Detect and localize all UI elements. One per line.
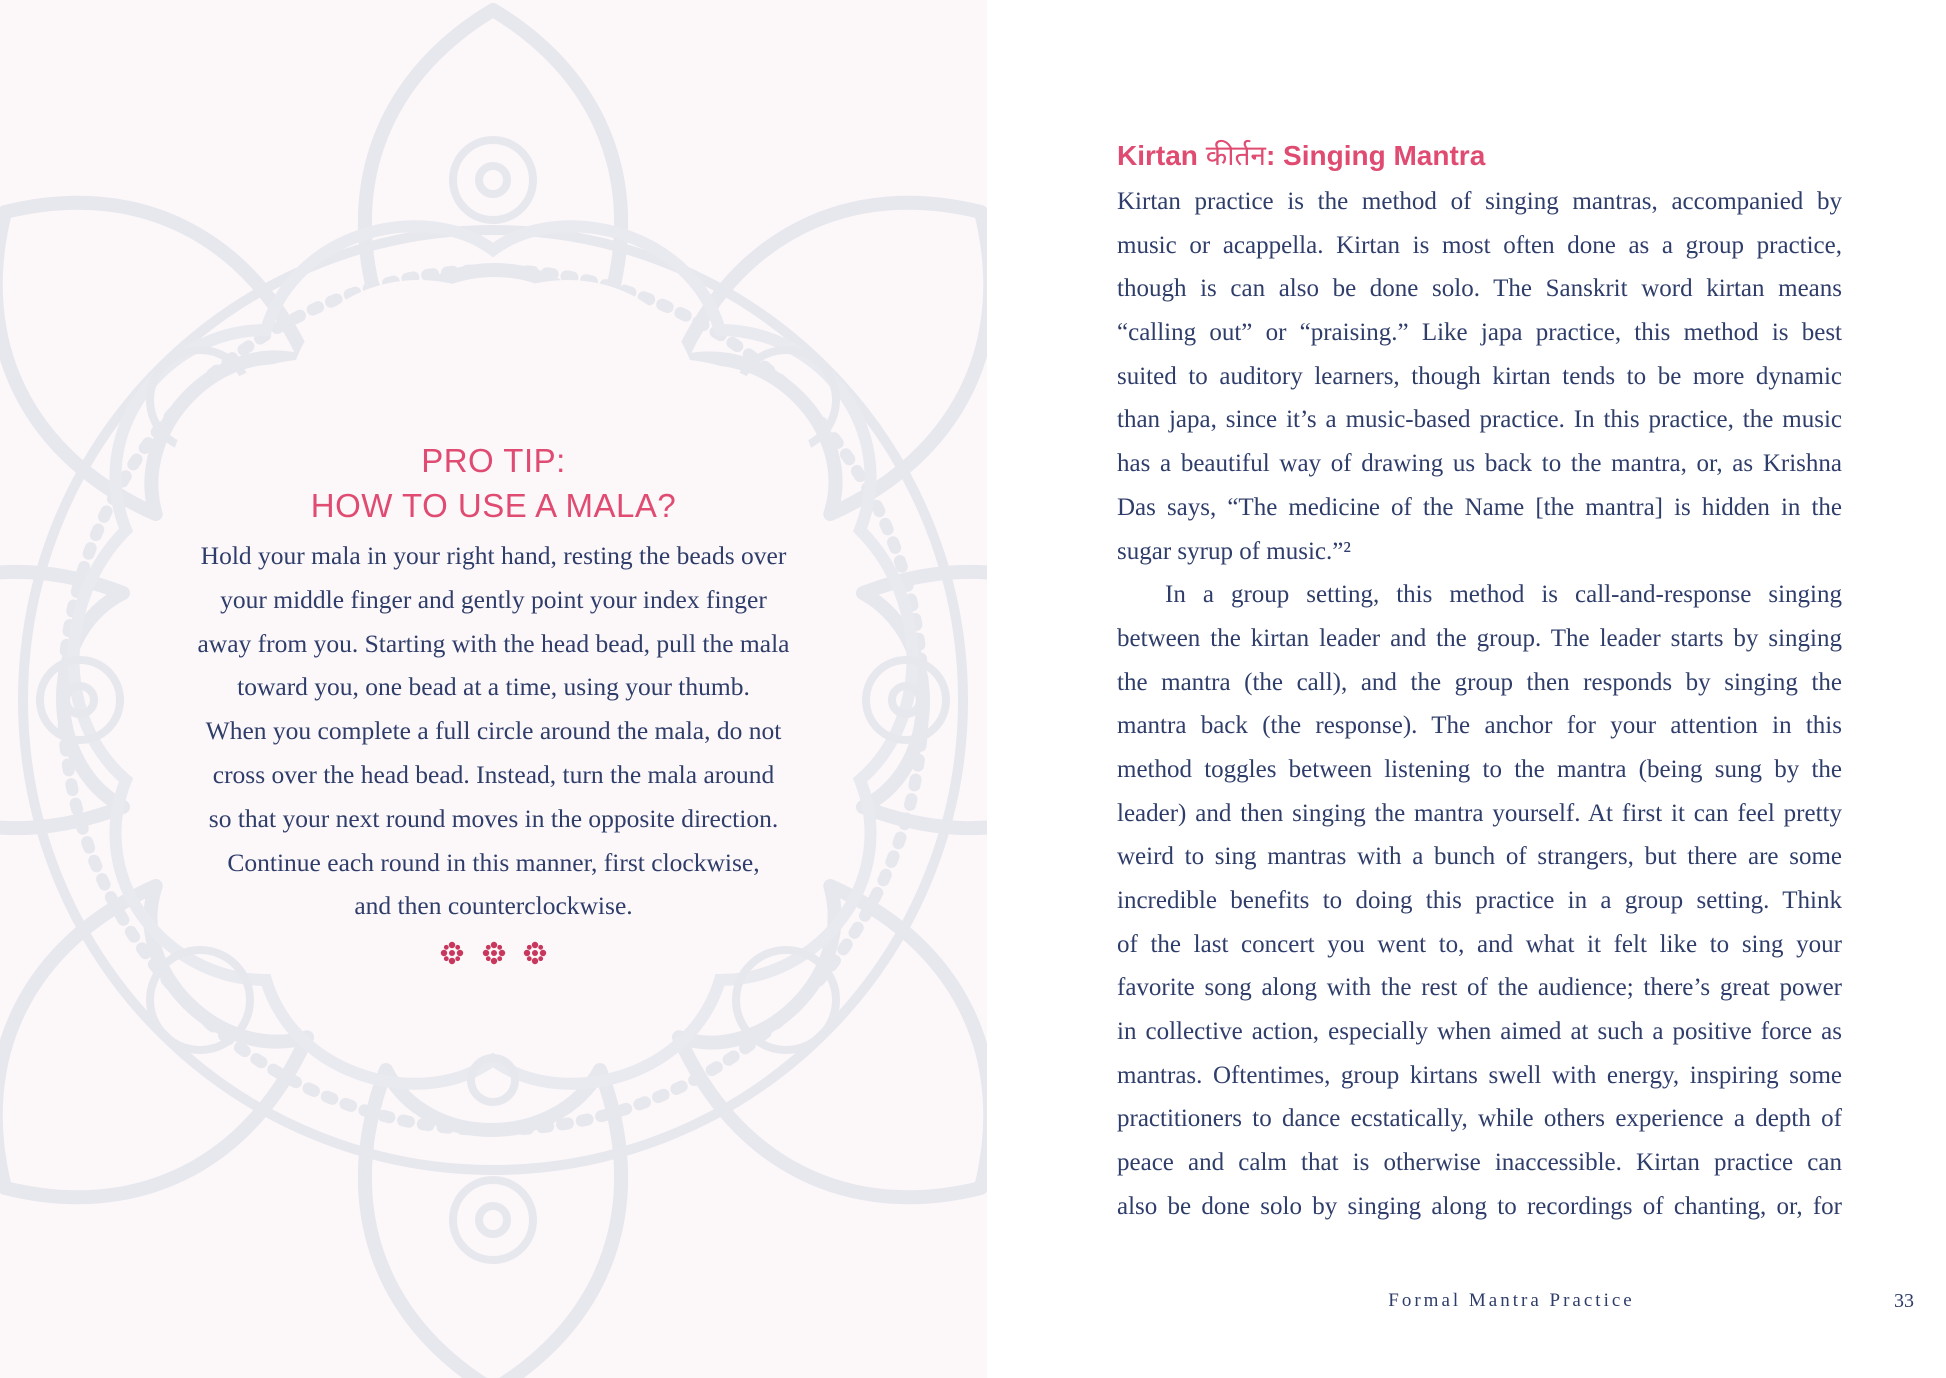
running-footer: Formal Mantra Practice <box>1388 1290 1635 1311</box>
heading-devanagari: कीर्तन <box>1205 139 1266 172</box>
tip-line: When you complete a full circle around the mala, do not <box>205 716 782 746</box>
floral-ornament-icon <box>523 941 547 965</box>
pro-tip-heading-line-2: HOW TO USE A MALA? <box>310 487 677 524</box>
text-line: of the last concert you went to, and what it felt like to sing your <box>1117 930 1842 958</box>
text-line: though is can also be done solo. The Sanskrit word kirtan means <box>1117 275 1842 303</box>
text-line: also be done solo by singing along to recordings of chanting, or, for <box>1117 1192 1842 1220</box>
tip-line: away from you. Starting with the head bead, pull the mala <box>197 628 790 658</box>
heading-rest: : Singing Mantra <box>1265 140 1486 171</box>
pro-tip-heading-line-1: PRO TIP: <box>421 442 566 479</box>
text-line: favorite song along with the rest of the audience; there’s great power <box>1117 974 1842 1002</box>
text-line: In a group setting, this method is call-and-response singing <box>1165 581 1842 609</box>
floral-ornament-icon <box>482 941 506 965</box>
text-line: incredible benefits to doing this practice in a group setting. Think <box>1117 887 1842 914</box>
tip-line: Hold your mala in your right hand, resting the beads over <box>200 541 787 570</box>
text-line: suited to auditory learners, though kirtan tends to be more dynamic <box>1117 362 1842 390</box>
text-line: practitioners to dance ecstatically, while others experience a depth of <box>1117 1105 1842 1133</box>
text-line: Das says, “The medicine of the Name [the mantra] is hidden in the <box>1117 493 1842 521</box>
text-line: peace and calm that is otherwise inaccessible. Kirtan practice can <box>1117 1149 1842 1177</box>
floral-ornament-icon <box>440 941 464 965</box>
text-line: “calling out” or “praising.” Like japa practice, this method is best <box>1117 319 1842 347</box>
text-line: has a beautiful way of drawing us back to the mantra, or, as Krishna <box>1117 450 1842 478</box>
tip-line: your middle finger and gently point your index finger <box>220 584 767 614</box>
text-line: Kirtan practice is the method of singing mantras, accompanied by <box>1117 188 1842 215</box>
tip-line: so that your next round moves in the opposite direction. <box>208 803 779 833</box>
text-line: leader) and then singing the mantra yourself. At first it can feel pretty <box>1117 799 1842 827</box>
tip-line: toward you, one bead at a time, using your thumb. <box>237 672 750 702</box>
tip-line: cross over the head bead. Instead, turn the mala around <box>212 759 775 789</box>
text-line: between the kirtan leader and the group. The leader starts by singing <box>1117 624 1842 652</box>
tip-line: and then counterclockwise. <box>354 891 633 921</box>
text-line: in collective action, especially when aimed at such a positive force as <box>1117 1018 1842 1046</box>
section-heading <box>1117 136 1485 176</box>
body-text <box>1117 180 1842 1229</box>
pro-tip-heading <box>0 438 987 528</box>
heading-latin: Kirtan <box>1117 140 1206 171</box>
text-line: sugar syrup of music.”² <box>1117 537 1351 565</box>
text-line: the mantra (the call), and the group then responds by singing the <box>1117 668 1842 696</box>
text-line: music or acappella. Kirtan is most often done as a group practice, <box>1117 231 1842 259</box>
right-page <box>987 0 1946 1378</box>
ornament-divider <box>440 941 547 967</box>
text-line: method toggles between listening to the mantra (being sung by the <box>1117 755 1842 783</box>
text-line: mantra back (the response). The anchor for your attention in this <box>1117 712 1842 740</box>
text-line: mantras. Oftentimes, group kirtans swell with energy, inspiring some <box>1117 1061 1842 1089</box>
page-number: 33 <box>1894 1290 1914 1312</box>
text-line: than japa, since it’s a music-based practice. In this practice, the music <box>1117 406 1842 434</box>
text-line: weird to sing mantras with a bunch of strangers, but there are some <box>1117 843 1842 871</box>
tip-line: Continue each round in this manner, first clockwise, <box>227 847 760 877</box>
pro-tip-body <box>0 534 987 928</box>
